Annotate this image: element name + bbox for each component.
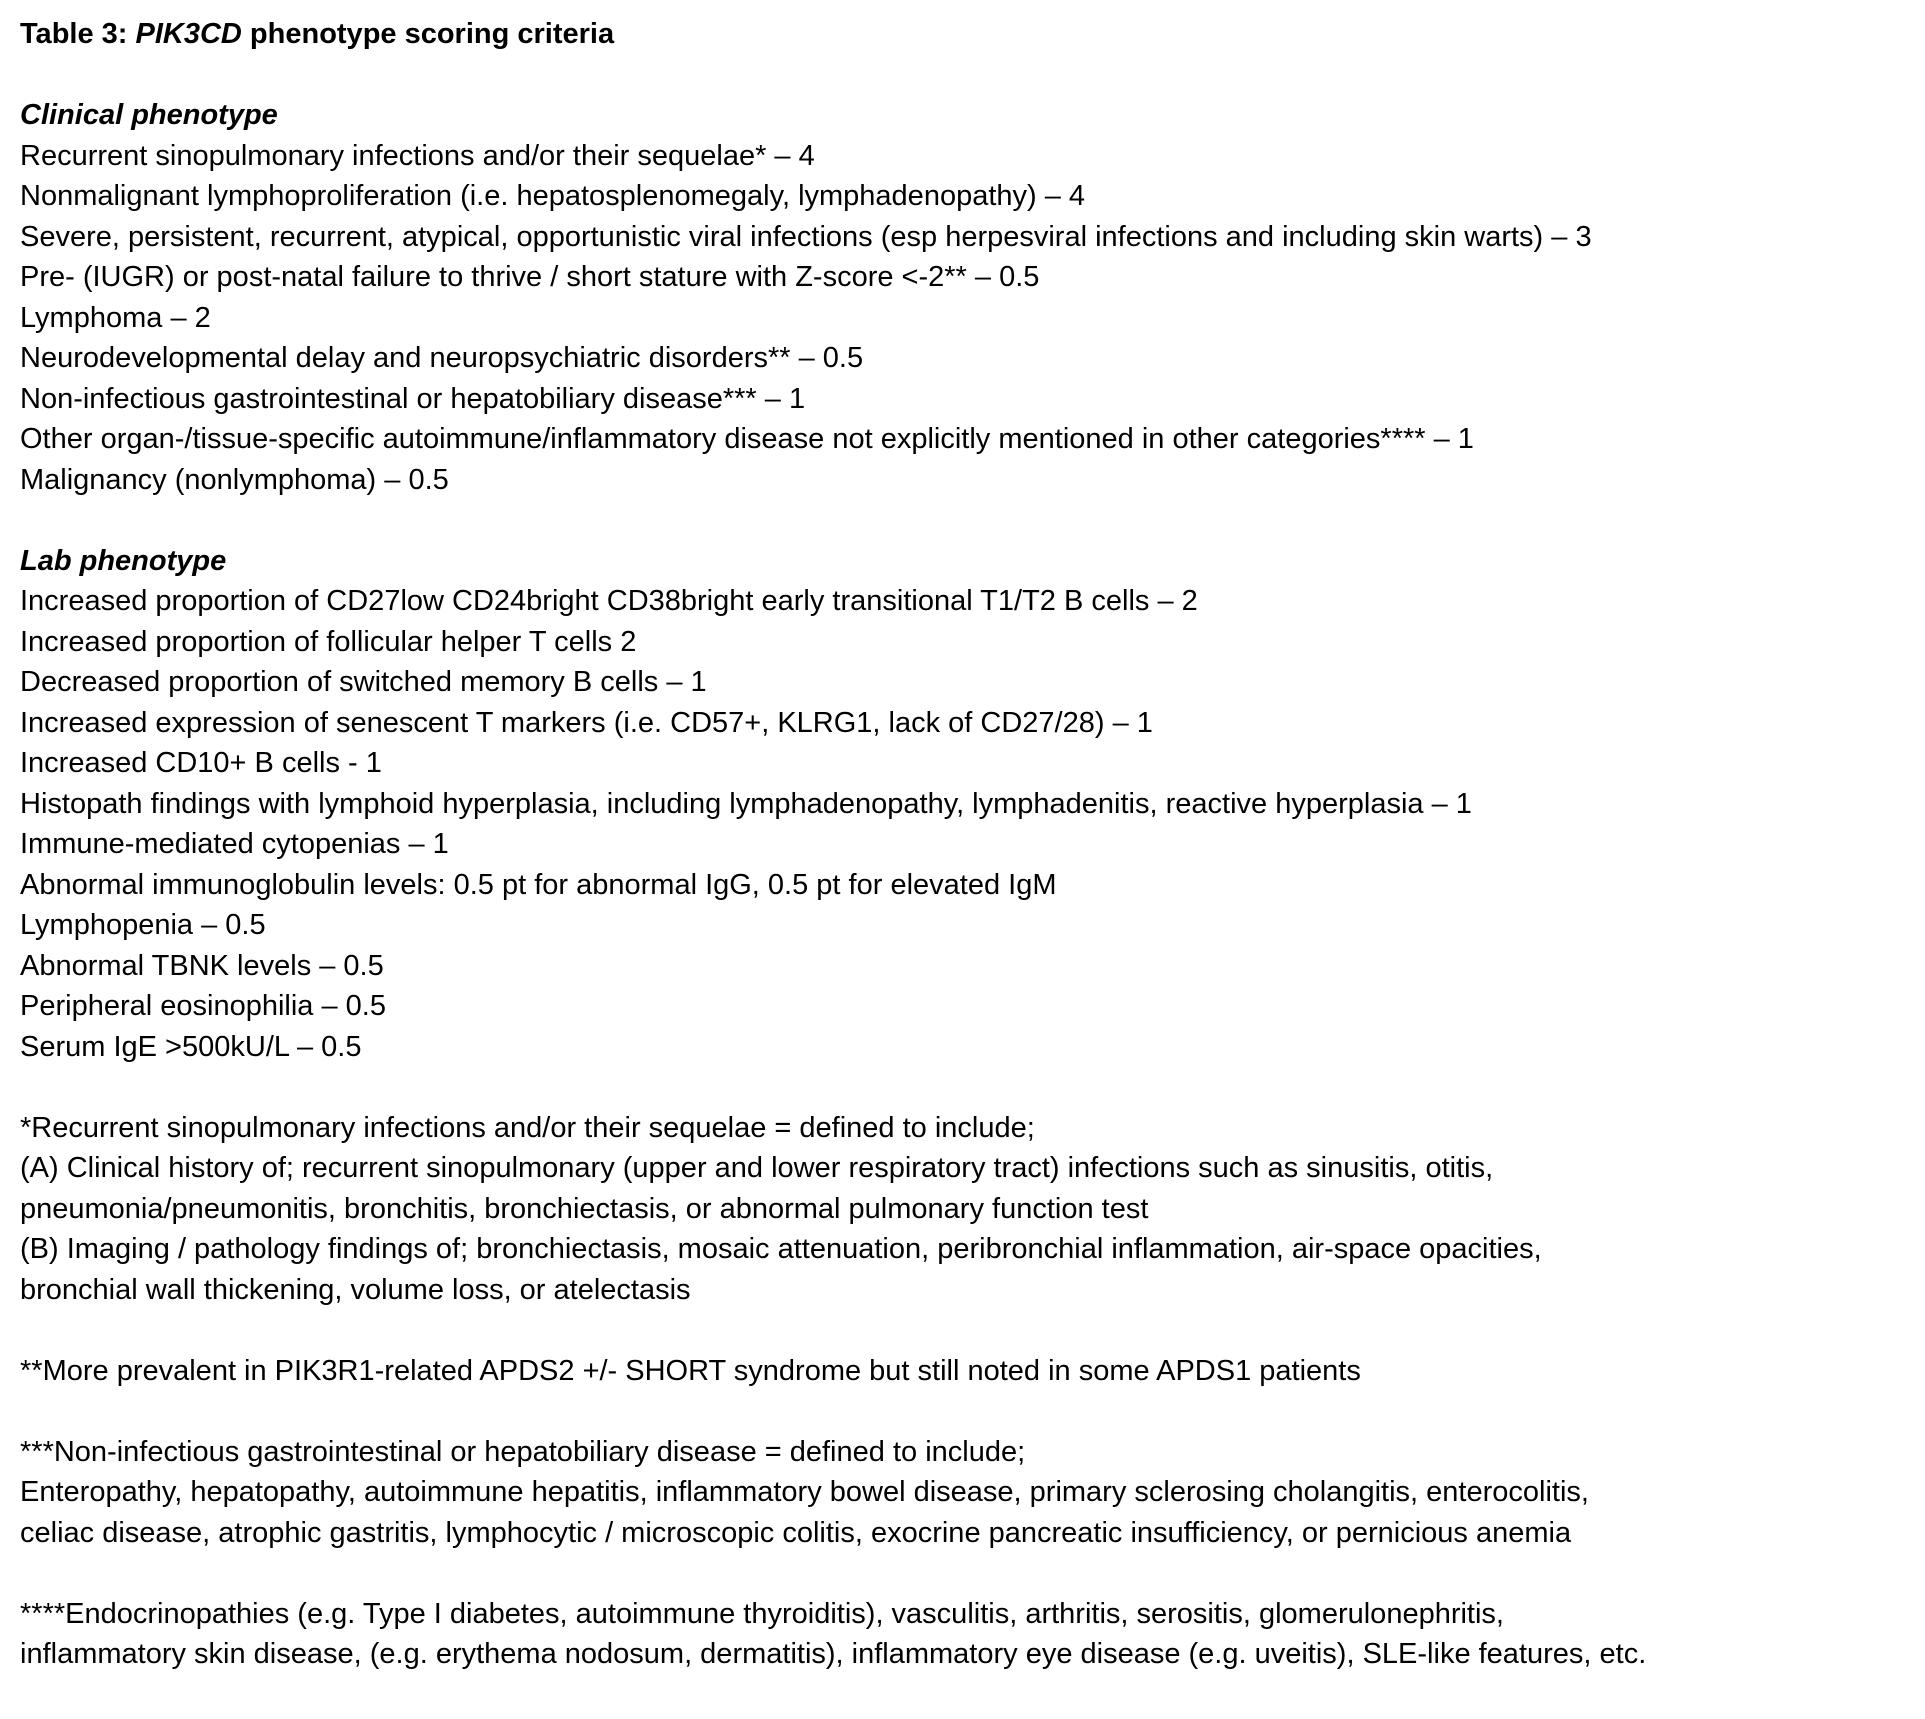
table-title-prefix: Table 3: xyxy=(20,18,136,50)
clinical-phenotype-heading: Clinical phenotype xyxy=(20,99,278,131)
clinical-criterion: Lymphoma – 2 xyxy=(20,301,211,334)
lab-criterion: Abnormal TBNK levels – 0.5 xyxy=(20,949,384,982)
table-title-suffix: phenotype scoring criteria xyxy=(241,18,615,50)
footnote-line: bronchial wall thickening, volume loss, or atelectasis xyxy=(20,1273,691,1306)
footnote-line: ***Non-infectious gastrointestinal or hepatobiliary disease = defined to include; xyxy=(20,1435,1026,1468)
lab-criterion: Increased expression of senescent T markers (i.e. CD57+, KLRG1, lack of CD27/28) – 1 xyxy=(20,706,1153,739)
footnote-line: ****Endocrinopathies (e.g. Type I diabetes, autoimmune thyroiditis), vasculitis, arthritis, serositis, glomerulonephritis, xyxy=(20,1597,1504,1630)
lab-criterion: Immune-mediated cytopenias – 1 xyxy=(20,828,449,860)
blank-line xyxy=(20,1553,1905,1594)
footnote-line: (A) Clinical history of; recurrent sinopulmonary (upper and lower respiratory tract) infections such as sinusitis, otitis, xyxy=(20,1152,1494,1184)
lab-criterion: Increased proportion of follicular helper T cells 2 xyxy=(20,625,637,658)
table-title xyxy=(20,14,1905,55)
blank-line xyxy=(20,55,1905,96)
clinical-criterion: Nonmalignant lymphoproliferation (i.e. hepatosplenomegaly, lymphadenopathy) – 4 xyxy=(20,180,1086,212)
clinical-criterion: Severe, persistent, recurrent, atypical, opportunistic viral infections (esp herpesviral infections and including skin warts) – 3 xyxy=(20,220,1592,253)
lab-phenotype-heading: Lab phenotype xyxy=(20,544,227,577)
lab-criterion: Lymphopenia – 0.5 xyxy=(20,909,266,941)
lab-criterion: Increased proportion of CD27low CD24bright CD38bright early transitional T1/T2 B cells – 2 xyxy=(20,585,1198,617)
clinical-criterion: Non-infectious gastrointestinal or hepatobiliary disease*** – 1 xyxy=(20,382,806,415)
clinical-criterion: Neurodevelopmental delay and neuropsychiatric disorders** – 0.5 xyxy=(20,342,864,374)
footnote-line: pneumonia/pneumonitis, bronchitis, bronchiectasis, or abnormal pulmonary function test xyxy=(20,1192,1149,1225)
lab-criterion: Increased CD10+ B cells - 1 xyxy=(20,747,382,779)
lab-criterion: Serum IgE >500kU/L – 0.5 xyxy=(20,1030,362,1063)
blank-line xyxy=(20,1391,1905,1432)
clinical-criterion: Malignancy (nonlymphoma) – 0.5 xyxy=(20,463,449,496)
footnote-line: inflammatory skin disease, (e.g. erythema nodosum, dermatitis), inflammatory eye disease (e.g. uveitis), SLE-like features, etc. xyxy=(20,1638,1647,1670)
footnote-line: **More prevalent in PIK3R1-related APDS2 +/- SHORT syndrome but still noted in some APDS1 patients xyxy=(20,1354,1361,1387)
blank-line xyxy=(20,1067,1905,1108)
footnote-line: celiac disease, atrophic gastritis, lymphocytic / microscopic colitis, exocrine pancreatic insufficiency, or pernicious anemia xyxy=(20,1516,1572,1549)
blank-line xyxy=(20,1310,1905,1351)
lab-criterion: Decreased proportion of switched memory B cells – 1 xyxy=(20,666,707,698)
gene-name: PIK3CD xyxy=(135,18,242,50)
footnote-line: *Recurrent sinopulmonary infections and/or their sequelae = defined to include; xyxy=(20,1111,1035,1144)
clinical-criterion: Recurrent sinopulmonary infections and/or their sequelae* – 4 xyxy=(20,139,815,172)
clinical-criterion: Pre- (IUGR) or post-natal failure to thrive / short stature with Z-score <-2** – 0.5 xyxy=(20,261,1040,293)
blank-line xyxy=(20,500,1905,541)
clinical-criterion: Other organ-/tissue-specific autoimmune/inflammatory disease not explicitly mentioned in other categories**** – 1 xyxy=(20,423,1474,455)
footnote-line: Enteropathy, hepatopathy, autoimmune hepatitis, inflammatory bowel disease, primary sclerosing cholangitis, enterocolitis, xyxy=(20,1476,1589,1508)
lab-criterion: Peripheral eosinophilia – 0.5 xyxy=(20,990,386,1022)
lab-criterion: Histopath findings with lymphoid hyperplasia, including lymphadenopathy, lymphadenitis, reactive hyperplasia – 1 xyxy=(20,787,1472,820)
footnote-line: (B) Imaging / pathology findings of; bronchiectasis, mosaic attenuation, peribronchial inflammation, air-space opacities, xyxy=(20,1233,1542,1265)
lab-criterion: Abnormal immunoglobulin levels: 0.5 pt for abnormal IgG, 0.5 pt for elevated IgM xyxy=(20,868,1057,901)
